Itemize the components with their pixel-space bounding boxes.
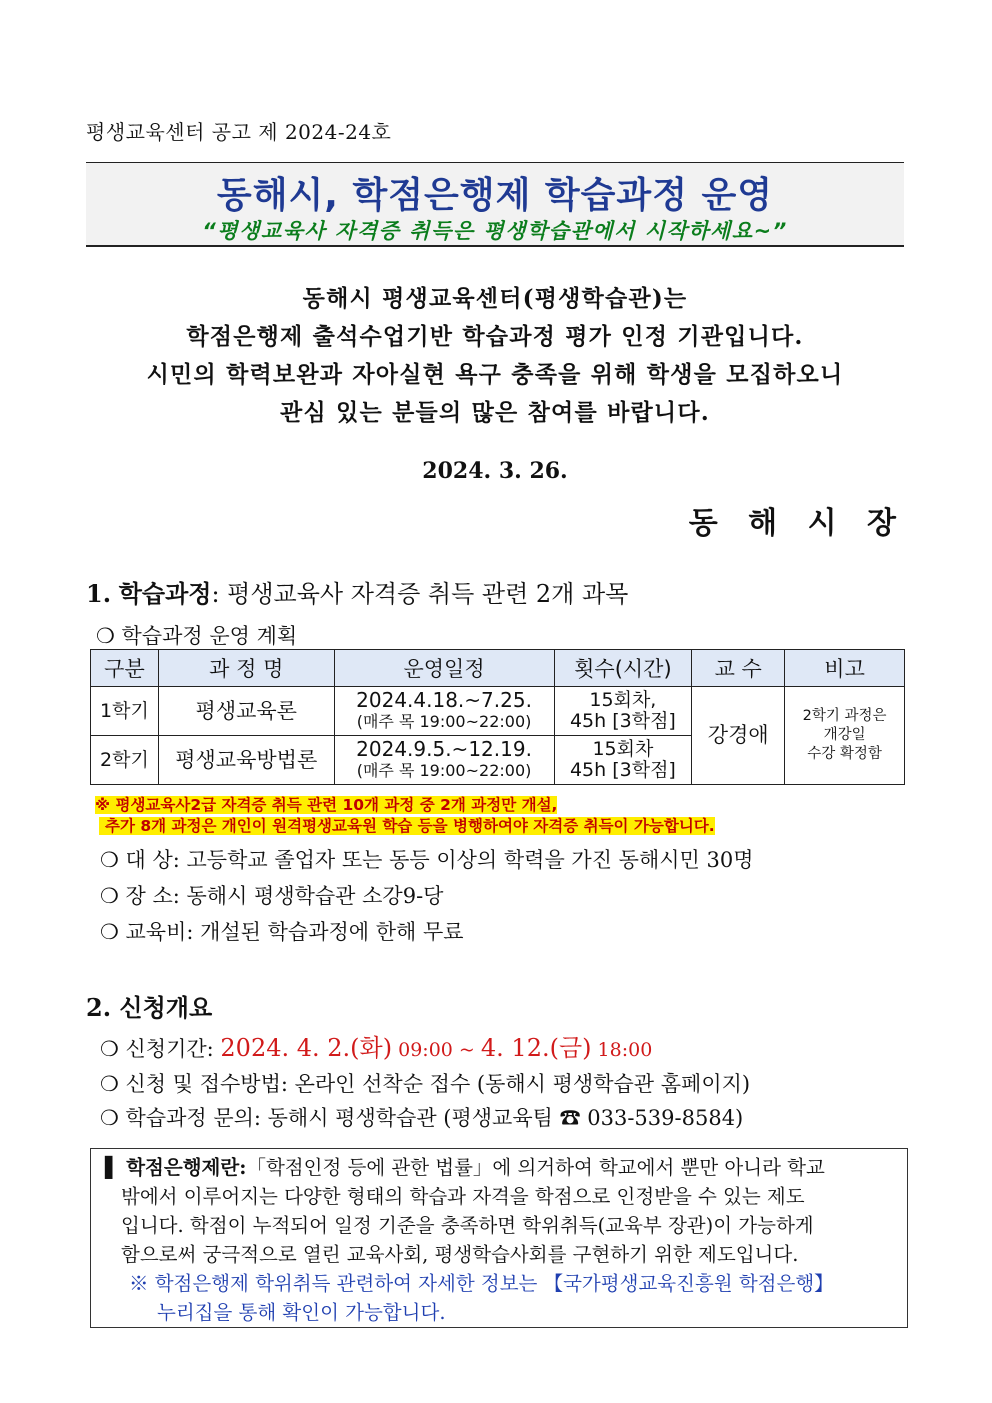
cell-term: 1학기 bbox=[91, 687, 159, 736]
schedule-time: (매주 목 19:00~22:00) bbox=[356, 712, 532, 731]
col-sessions: 횟수(시간) bbox=[554, 650, 692, 687]
schedule-period: 2024.9.5.~12.19. bbox=[356, 737, 532, 761]
remark-line: 2학기 과정은 bbox=[802, 708, 887, 724]
course-note bbox=[95, 795, 715, 837]
apply-start-time: 09:00 ~ bbox=[392, 1039, 481, 1061]
info-note-2: 누리집을 통해 확인이 가능합니다. bbox=[157, 1301, 446, 1324]
info-line-1 bbox=[105, 1153, 897, 1182]
sessions-count: 15회차, bbox=[589, 689, 657, 711]
section1-title: 학습과정 bbox=[118, 579, 212, 608]
inquiry: ❍ 학습과정 문의: 동해시 평생학습관 (평생교육팀 ☎ 033-539-8584) bbox=[100, 1106, 744, 1130]
cell-course: 평생교육론 bbox=[158, 687, 334, 736]
note-line-2: 추가 8개 과정은 개인이 원격평생교육원 학습 등을 병행하여야 자격증 취득이 가능합니다. bbox=[99, 817, 715, 835]
info-line-3: 입니다. 학점이 누적되어 일정 기준을 충족하면 학위취득(교육부 장관)이 가능하게 bbox=[121, 1214, 814, 1237]
intro-line-4: 관심 있는 분들의 많은 참여를 바랍니다. bbox=[280, 399, 710, 426]
section2-heading: 2. 신청개요 bbox=[86, 993, 213, 1022]
notice-date: 2024. 3. 26. bbox=[422, 458, 568, 484]
info-text: 「학점인정 등에 관한 법률」에 의거하여 학교에서 뿐만 아니라 학교 bbox=[246, 1156, 825, 1179]
remark-line: 수강 확정함 bbox=[807, 746, 882, 762]
cell-schedule bbox=[334, 687, 554, 736]
bullet-fee: ❍ 교육비: 개설된 학습과정에 한해 무료 bbox=[100, 920, 464, 944]
apply-end-time: 18:00 bbox=[591, 1039, 653, 1061]
info-note-1: ※ 학점은행제 학위취득 관련하여 자세한 정보는 【국가평생교육진흥원 학점은행】 bbox=[129, 1272, 834, 1295]
remark-line: 개강일 bbox=[823, 727, 866, 743]
sessions-hours: 45h [3학점] bbox=[569, 759, 676, 781]
apply-period-label: ❍ 신청기간: bbox=[100, 1037, 221, 1061]
cell-sessions bbox=[554, 687, 692, 736]
schedule-time: (매주 목 19:00~22:00) bbox=[356, 761, 532, 780]
info-marker: ▌ bbox=[105, 1156, 120, 1179]
apply-start: 2024. 4. 2.(화) bbox=[220, 1034, 393, 1062]
cell-remark bbox=[785, 687, 905, 785]
intro-line-3: 시민의 학력보완과 자아실현 욕구 충족을 위해 학생을 모집하오니 bbox=[146, 361, 844, 388]
section1-number: 1. bbox=[86, 579, 112, 608]
sessions-count: 15회차 bbox=[592, 738, 654, 760]
cell-schedule bbox=[334, 736, 554, 785]
col-schedule: 운영일정 bbox=[334, 650, 554, 687]
notice-number: 평생교육센터 공고 제 2024-24호 bbox=[86, 120, 392, 144]
col-professor: 교 수 bbox=[692, 650, 785, 687]
apply-method: ❍ 신청 및 접수방법: 온라인 선착순 접수 (동해시 평생학습관 홈페이지) bbox=[100, 1072, 751, 1096]
intro-line-1: 동해시 평생교육센터(평생학습관)는 bbox=[302, 285, 688, 312]
plan-label: ❍ 학습과정 운영 계획 bbox=[96, 624, 298, 648]
bullet-location: ❍ 장 소: 동해시 평생학습관 소강9-당 bbox=[100, 884, 444, 908]
col-course: 과 정 명 bbox=[158, 650, 334, 687]
section1-heading bbox=[86, 574, 628, 609]
schedule-period: 2024.4.18.~7.25. bbox=[356, 688, 532, 712]
cell-professor: 강경애 bbox=[692, 687, 785, 785]
note-line-1: ※ 평생교육사2급 자격증 취득 관련 10개 과정 중 2개 과정만 개설, bbox=[95, 796, 558, 814]
table-header-row bbox=[91, 650, 905, 687]
apply-end: 4. 12.(금) bbox=[480, 1034, 592, 1062]
sessions-hours: 45h [3학점] bbox=[569, 710, 676, 732]
issuer: 동 해 시 장 bbox=[688, 506, 906, 541]
info-bold: 학점은행제란: bbox=[126, 1156, 247, 1179]
page-title: 동해시, 학점은행제 학습과정 운영 bbox=[216, 175, 774, 216]
apply-period bbox=[100, 1028, 652, 1063]
table-row bbox=[91, 687, 905, 736]
page-subtitle: “평생교육사 자격증 취득은 평생학습관에서 시작하세요~” bbox=[202, 219, 788, 243]
intro-line-2: 학점은행제 출석수업기반 학습과정 평가 인정 기관입니다. bbox=[186, 323, 804, 350]
col-remark: 비고 bbox=[785, 650, 905, 687]
cell-sessions bbox=[554, 736, 692, 785]
title-box bbox=[86, 162, 904, 247]
course-table bbox=[90, 649, 905, 785]
section1-desc: : 평생교육사 자격증 취득 관련 2개 과목 bbox=[211, 580, 629, 608]
col-term: 구분 bbox=[91, 650, 159, 687]
cell-course: 평생교육방법론 bbox=[158, 736, 334, 785]
info-box bbox=[90, 1148, 908, 1328]
bullet-target: ❍ 대 상: 고등학교 졸업자 또는 동등 이상의 학력을 가진 동해시민 30명 bbox=[100, 848, 754, 872]
info-line-4: 함으로써 궁극적으로 열린 교육사회, 평생학습사회를 구현하기 위한 제도입니다. bbox=[121, 1243, 799, 1266]
info-line-2: 밖에서 이루어지는 다양한 형태의 학습과 자격을 학점으로 인정받을 수 있는 제도 bbox=[121, 1185, 805, 1208]
cell-term: 2학기 bbox=[91, 736, 159, 785]
